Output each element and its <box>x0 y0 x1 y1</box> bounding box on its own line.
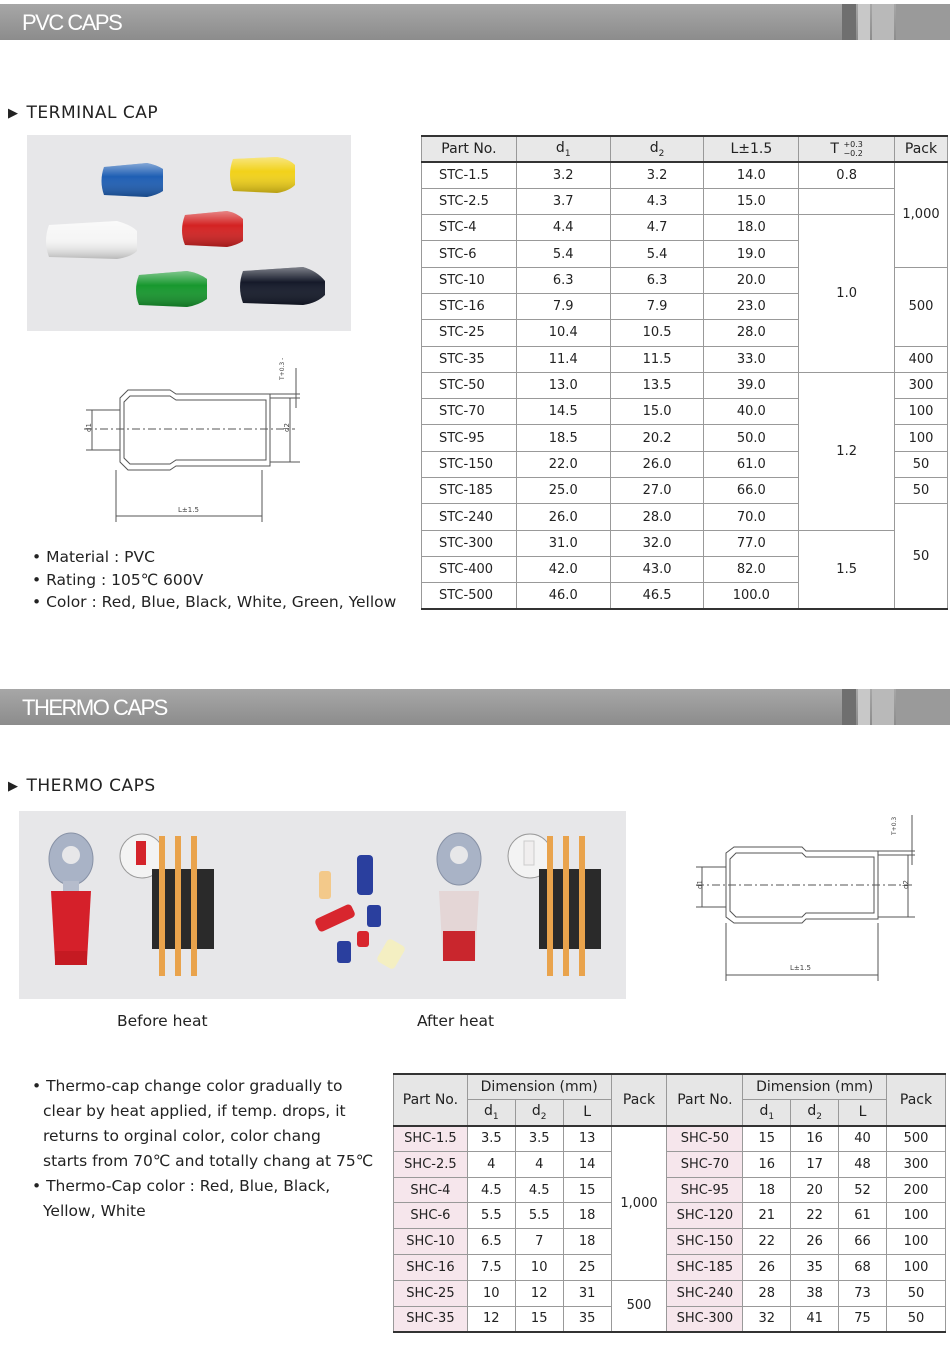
table-row <box>394 1280 946 1306</box>
table-row <box>422 215 948 241</box>
cell-right-l: 66 <box>839 1229 887 1255</box>
cell-d1: 7.9 <box>516 293 610 319</box>
cell-d2: 46.5 <box>610 583 704 609</box>
cell-left-part: SHC-25 <box>394 1280 468 1306</box>
col-d2: $d_2$ <box>610 136 704 162</box>
cell-left-l: 31 <box>563 1280 611 1306</box>
d1-dim-label: d1 <box>85 423 93 432</box>
cell-left-part: SHC-1.5 <box>394 1126 468 1152</box>
cell-left-part: SHC-6 <box>394 1203 468 1229</box>
cap-dimension-drawing <box>70 358 310 528</box>
cell-d1: 26.0 <box>516 504 610 530</box>
breaker-block-left <box>120 834 214 976</box>
cell-d1: 5.4 <box>516 241 610 267</box>
cell-left-l: 18 <box>563 1229 611 1255</box>
terminal-cap-drawing <box>70 358 310 528</box>
blue-cap <box>102 163 164 197</box>
terminal-cap-table <box>421 135 948 610</box>
table-row <box>422 372 948 398</box>
thermo-dimension-drawing <box>690 815 930 985</box>
cell-left-part: SHC-16 <box>394 1255 468 1281</box>
col-t: T +0.3 −0.2 <box>799 136 895 162</box>
cell-l: 100.0 <box>704 583 799 609</box>
pvc-specs-list <box>32 546 396 614</box>
cell-left-d2: 15 <box>515 1306 563 1332</box>
col-length: L±1.5 <box>704 136 799 162</box>
cell-pack: 1,000 <box>895 162 948 267</box>
triangle-bullet-icon: ▶ <box>8 105 19 121</box>
yellow-cap <box>230 157 295 193</box>
cell-pack: 50 <box>895 451 948 477</box>
cell-left-part: SHC-10 <box>394 1229 468 1255</box>
cell-d2: 20.2 <box>610 425 704 451</box>
cell-part: STC-150 <box>422 451 517 477</box>
cell-right-part: SHC-150 <box>667 1229 743 1255</box>
cell-l: 18.0 <box>704 215 799 241</box>
cell-left-d2: 5.5 <box>515 1203 563 1229</box>
pvc-caps-title: PVC CAPS <box>22 10 122 35</box>
cell-l: 23.0 <box>704 293 799 319</box>
cell-right-part: SHC-50 <box>667 1126 743 1152</box>
cell-l: 39.0 <box>704 372 799 398</box>
cell-part: STC-500 <box>422 583 517 609</box>
cell-left-pack: 1,000 <box>611 1126 667 1281</box>
cell-d2: 43.0 <box>610 556 704 582</box>
cell-d1: 13.0 <box>516 372 610 398</box>
cell-right-pack: 50 <box>887 1280 946 1306</box>
cell-right-l: 48 <box>839 1151 887 1177</box>
cell-right-d2: 20 <box>791 1177 839 1203</box>
red-cap <box>182 211 243 247</box>
cell-t: 1.0 <box>799 215 895 373</box>
cell-right-pack: 50 <box>887 1306 946 1332</box>
thermo-caps-photo <box>19 811 626 999</box>
cell-d2: 3.2 <box>610 162 704 188</box>
thermo-caps-heading: ▶ THERMO CAPS <box>8 776 156 796</box>
cell-right-d1: 21 <box>743 1203 791 1229</box>
cell-part: STC-70 <box>422 399 517 425</box>
pvc-caps-banner <box>0 4 950 40</box>
thermo-cap-table <box>393 1073 946 1333</box>
col-dimension-right: Dimension (mm) <box>743 1074 887 1100</box>
cell-right-part: SHC-95 <box>667 1177 743 1203</box>
cell-left-l: 25 <box>563 1255 611 1281</box>
cell-right-l: 73 <box>839 1280 887 1306</box>
cell-d2: 4.7 <box>610 215 704 241</box>
cell-left-d1: 7.5 <box>467 1255 515 1281</box>
cell-part: STC-300 <box>422 530 517 556</box>
cell-left-l: 15 <box>563 1177 611 1203</box>
cell-l: 20.0 <box>704 267 799 293</box>
t-tolerance-label: T+0.3 -0.2 <box>279 358 286 380</box>
cell-right-pack: 100 <box>887 1229 946 1255</box>
cell-d2: 26.0 <box>610 451 704 477</box>
cell-part: STC-35 <box>422 346 517 372</box>
cell-right-d1: 16 <box>743 1151 791 1177</box>
table-row <box>394 1229 946 1255</box>
col-l-right: L <box>839 1100 887 1126</box>
cell-t: 0.8 <box>799 162 895 188</box>
cell-left-l: 35 <box>563 1306 611 1332</box>
col-pack: Pack <box>611 1074 667 1126</box>
breaker-block-right <box>508 834 601 976</box>
cell-d2: 27.0 <box>610 478 704 504</box>
table-row <box>394 1126 946 1152</box>
triangle-bullet-icon: ▶ <box>8 778 19 794</box>
cell-right-d1: 28 <box>743 1280 791 1306</box>
cell-right-l: 52 <box>839 1177 887 1203</box>
cell-pack: 500 <box>895 267 948 346</box>
black-cap <box>240 267 325 305</box>
cell-right-l: 75 <box>839 1306 887 1332</box>
cell-left-pack: 500 <box>611 1280 667 1332</box>
col-part-no-right: Part No. <box>667 1074 743 1126</box>
cell-d1: 31.0 <box>516 530 610 556</box>
d2-dim-label: d2 <box>902 880 910 889</box>
thermo-bullet-1: • Thermo-cap change color gradually to <box>32 1077 343 1095</box>
cell-d1: 11.4 <box>516 346 610 372</box>
cell-right-d2: 17 <box>791 1151 839 1177</box>
ring-terminal-red-cap <box>49 833 93 965</box>
cell-d1: 3.7 <box>516 188 610 214</box>
cell-right-l: 61 <box>839 1203 887 1229</box>
table-row <box>422 188 948 214</box>
table-row <box>422 530 948 556</box>
col-part-no: Part No. <box>394 1074 468 1126</box>
cell-pack: 100 <box>895 425 948 451</box>
table-row <box>394 1177 946 1203</box>
cell-left-l: 18 <box>563 1203 611 1229</box>
col-d1-right: $d_1$ <box>743 1100 791 1126</box>
cell-l: 70.0 <box>704 504 799 530</box>
cell-right-d1: 22 <box>743 1229 791 1255</box>
cell-left-l: 14 <box>563 1151 611 1177</box>
cell-pack: 100 <box>895 399 948 425</box>
cell-d2: 4.3 <box>610 188 704 214</box>
table-row <box>422 162 948 188</box>
spec-rating: • Rating : 105℃ 600V <box>32 570 204 589</box>
cell-right-part: SHC-185 <box>667 1255 743 1281</box>
cell-d1: 42.0 <box>516 556 610 582</box>
cell-part: STC-240 <box>422 504 517 530</box>
cell-part: STC-2.5 <box>422 188 517 214</box>
cell-d1: 25.0 <box>516 478 610 504</box>
cell-right-d1: 32 <box>743 1306 791 1332</box>
cell-right-d2: 16 <box>791 1126 839 1152</box>
spec-color: • Color : Red, Blue, Black, White, Green, Yellow <box>32 593 397 611</box>
terminal-cap-heading: ▶ TERMINAL CAP <box>8 103 159 123</box>
cell-left-d1: 3.5 <box>467 1126 515 1152</box>
cell-part: STC-4 <box>422 215 517 241</box>
cell-d2: 10.5 <box>610 320 704 346</box>
cell-part: STC-6 <box>422 241 517 267</box>
cell-right-d2: 26 <box>791 1229 839 1255</box>
col-d1: $d_1$ <box>516 136 610 162</box>
cell-right-d1: 15 <box>743 1126 791 1152</box>
cell-pack: 50 <box>895 478 948 504</box>
ring-terminal-clear-cap <box>437 833 481 961</box>
cell-right-pack: 100 <box>887 1203 946 1229</box>
cell-part: STC-50 <box>422 372 517 398</box>
cell-part: STC-16 <box>422 293 517 319</box>
cell-right-pack: 300 <box>887 1151 946 1177</box>
table-row <box>394 1255 946 1281</box>
colored-caps-image <box>27 135 351 331</box>
cell-t: 1.2 <box>799 372 895 530</box>
spec-material: • Material : PVC <box>32 548 155 566</box>
assorted-caps <box>314 855 406 970</box>
cell-d2: 28.0 <box>610 504 704 530</box>
cell-left-d2: 4.5 <box>515 1177 563 1203</box>
cell-left-d1: 10 <box>467 1280 515 1306</box>
col-part-no: Part No. <box>422 136 517 162</box>
table-row <box>394 1203 946 1229</box>
cell-left-d2: 3.5 <box>515 1126 563 1152</box>
col-dimension: Dimension (mm) <box>467 1074 611 1100</box>
table-header-row <box>422 136 948 162</box>
col-d2: $d_2$ <box>515 1100 563 1126</box>
cell-t: 1.5 <box>799 530 895 609</box>
cell-d1: 4.4 <box>516 215 610 241</box>
cell-left-d1: 5.5 <box>467 1203 515 1229</box>
cell-pack: 50 <box>895 504 948 609</box>
cell-d1: 22.0 <box>516 451 610 477</box>
cell-d1: 46.0 <box>516 583 610 609</box>
cell-left-d2: 12 <box>515 1280 563 1306</box>
terminal-cap-photo <box>27 135 351 331</box>
cell-right-d2: 35 <box>791 1255 839 1281</box>
cell-left-d1: 6.5 <box>467 1229 515 1255</box>
cell-l: 50.0 <box>704 425 799 451</box>
cell-part: STC-1.5 <box>422 162 517 188</box>
cell-l: 33.0 <box>704 346 799 372</box>
cell-right-d2: 41 <box>791 1306 839 1332</box>
cell-d1: 3.2 <box>516 162 610 188</box>
cell-d1: 6.3 <box>516 267 610 293</box>
thermo-specs-list: • Thermo-cap change color gradually to clear by heat applied, if temp. drops, it returns to orginal color, color chang starts from 70℃ and totally chang at 75℃ • Thermo-Cap color : Red, Blue, Black, Yellow, White <box>32 1074 373 1224</box>
cell-right-d1: 18 <box>743 1177 791 1203</box>
cell-pack: 300 <box>895 372 948 398</box>
cell-d1: 18.5 <box>516 425 610 451</box>
col-d2-right: $d_2$ <box>791 1100 839 1126</box>
cell-right-d1: 26 <box>743 1255 791 1281</box>
cell-right-part: SHC-300 <box>667 1306 743 1332</box>
col-l: L <box>563 1100 611 1126</box>
cell-right-d2: 38 <box>791 1280 839 1306</box>
cell-pack: 400 <box>895 346 948 372</box>
cell-left-d1: 4.5 <box>467 1177 515 1203</box>
cell-d2: 7.9 <box>610 293 704 319</box>
thermo-bullet-2: • Thermo-Cap color : Red, Blue, Black, <box>32 1177 331 1195</box>
cell-l: 14.0 <box>704 162 799 188</box>
length-dim-label: L±1.5 <box>178 506 199 514</box>
cell-right-pack: 500 <box>887 1126 946 1152</box>
col-d1: $d_1$ <box>467 1100 515 1126</box>
thermo-caps-image <box>19 811 626 999</box>
cell-right-part: SHC-240 <box>667 1280 743 1306</box>
green-cap <box>136 271 207 307</box>
cell-d2: 5.4 <box>610 241 704 267</box>
cell-t <box>799 188 895 214</box>
thermo-cap-drawing <box>690 815 930 985</box>
cell-right-part: SHC-70 <box>667 1151 743 1177</box>
cell-d1: 14.5 <box>516 399 610 425</box>
cell-left-d2: 10 <box>515 1255 563 1281</box>
cell-left-d1: 4 <box>467 1151 515 1177</box>
cell-left-part: SHC-2.5 <box>394 1151 468 1177</box>
thermo-caps-banner <box>0 689 950 725</box>
col-pack-right: Pack <box>887 1074 946 1126</box>
cell-part: STC-400 <box>422 556 517 582</box>
cell-l: 77.0 <box>704 530 799 556</box>
cell-l: 28.0 <box>704 320 799 346</box>
table-row <box>394 1306 946 1332</box>
cell-right-part: SHC-120 <box>667 1203 743 1229</box>
white-cap <box>46 221 137 259</box>
cell-right-pack: 200 <box>887 1177 946 1203</box>
cell-left-part: SHC-35 <box>394 1306 468 1332</box>
cell-left-d2: 4 <box>515 1151 563 1177</box>
cell-left-l: 13 <box>563 1126 611 1152</box>
cell-d1: 10.4 <box>516 320 610 346</box>
cell-right-l: 40 <box>839 1126 887 1152</box>
table-header-row <box>394 1074 946 1100</box>
cell-d2: 15.0 <box>610 399 704 425</box>
cell-l: 66.0 <box>704 478 799 504</box>
cell-left-d1: 12 <box>467 1306 515 1332</box>
before-heat-caption: Before heat <box>117 1012 208 1030</box>
t-tolerance-label: T+0.3 -0.2 <box>891 815 898 835</box>
cell-l: 61.0 <box>704 451 799 477</box>
d1-dim-label: d1 <box>696 880 704 889</box>
col-pack: Pack <box>895 136 948 162</box>
cell-d2: 6.3 <box>610 267 704 293</box>
cell-d2: 11.5 <box>610 346 704 372</box>
cell-part: STC-95 <box>422 425 517 451</box>
cell-part: STC-185 <box>422 478 517 504</box>
cell-l: 82.0 <box>704 556 799 582</box>
cell-right-d2: 22 <box>791 1203 839 1229</box>
thermo-caps-title: THERMO CAPS <box>22 695 167 720</box>
table-row <box>394 1151 946 1177</box>
cell-d2: 32.0 <box>610 530 704 556</box>
cell-right-pack: 100 <box>887 1255 946 1281</box>
d2-dim-label: d2 <box>283 423 291 432</box>
cell-d2: 13.5 <box>610 372 704 398</box>
cell-part: STC-25 <box>422 320 517 346</box>
cell-l: 40.0 <box>704 399 799 425</box>
cell-l: 15.0 <box>704 188 799 214</box>
cell-l: 19.0 <box>704 241 799 267</box>
cell-part: STC-10 <box>422 267 517 293</box>
cell-right-l: 68 <box>839 1255 887 1281</box>
after-heat-caption: After heat <box>417 1012 495 1030</box>
cell-left-part: SHC-4 <box>394 1177 468 1203</box>
cell-left-d2: 7 <box>515 1229 563 1255</box>
length-dim-label: L±1.5 <box>790 964 811 972</box>
